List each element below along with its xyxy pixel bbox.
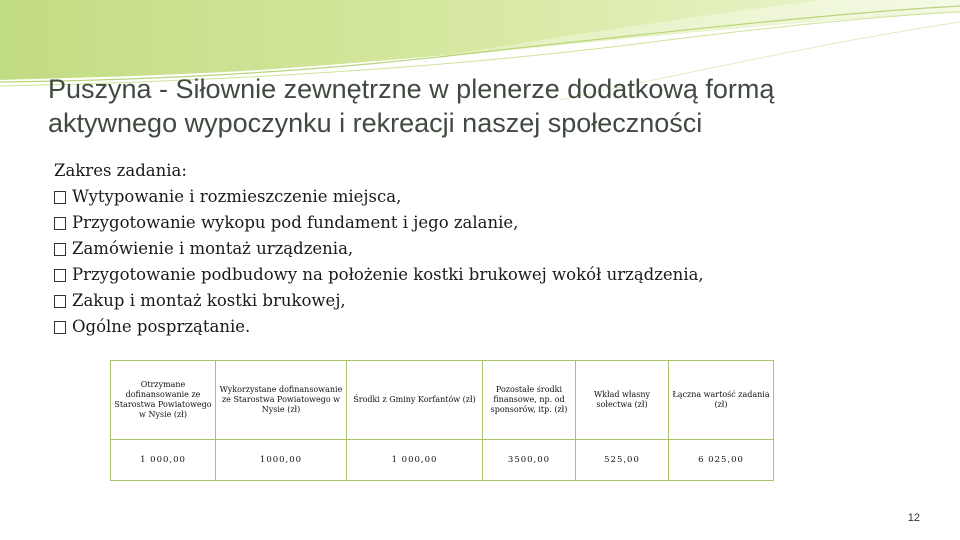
checkbox-bullet-icon (54, 321, 66, 334)
cell-own-contribution: 525,00 (576, 440, 669, 481)
task-scope-section (54, 158, 914, 340)
funding-table (110, 360, 774, 481)
cell-other-funds: 3500,00 (483, 440, 576, 481)
checkbox-bullet-icon (54, 295, 66, 308)
cell-total-value: 6 025,00 (669, 440, 774, 481)
cell-used-grant: 1000,00 (216, 440, 347, 481)
task-list-item (54, 262, 914, 288)
header-used-grant: Wykorzystane dofinansowanie ze Starostwa Powiatowego w Nysie (zł) (216, 361, 347, 440)
checkbox-bullet-icon (54, 243, 66, 256)
page-number: 12 (907, 512, 920, 524)
task-list-item (54, 288, 914, 314)
task-list (54, 184, 914, 340)
task-list-item (54, 210, 914, 236)
task-label: Ogólne posprzątanie. (72, 317, 251, 336)
header-own-contribution: Wkład własny sołectwa (zł) (576, 361, 669, 440)
checkbox-bullet-icon (54, 191, 66, 204)
table-header-row (111, 361, 774, 440)
header-other-funds: Pozostałe środki finansowe, np. od sponsorów, itp. (zł) (483, 361, 576, 440)
cell-received-grant: 1 000,00 (111, 440, 216, 481)
header-municipality-funds: Środki z Gminy Korfantów (zł) (347, 361, 483, 440)
task-list-item (54, 184, 914, 210)
slide-title-line-2: aktywnego wypoczynku i rekreacji naszej społeczności (48, 108, 703, 138)
cell-municipality-funds: 1 000,00 (347, 440, 483, 481)
checkbox-bullet-icon (54, 269, 66, 282)
task-label: Wytypowanie i rozmieszczenie miejsca, (72, 187, 402, 206)
checkbox-bullet-icon (54, 217, 66, 230)
task-label: Zamówienie i montaż urządzenia, (72, 239, 354, 258)
slide-title (48, 72, 928, 140)
header-total-value: Łączna wartość zadania (zł) (669, 361, 774, 440)
task-scope-heading: Zakres zadania: (54, 161, 187, 180)
task-list-item (54, 236, 914, 262)
table-row (111, 440, 774, 481)
header-received-grant: Otrzymane dofinansowanie ze Starostwa Powiatowego w Nysie (zł) (111, 361, 216, 440)
task-label: Przygotowanie podbudowy na położenie kostki brukowej wokół urządzenia, (72, 265, 704, 284)
task-label: Przygotowanie wykopu pod fundament i jego zalanie, (72, 213, 519, 232)
task-list-item (54, 314, 914, 340)
slide-title-line-1: Puszyna - Siłownie zewnętrzne w plenerze dodatkową formą (48, 74, 775, 104)
task-label: Zakup i montaż kostki brukowej, (72, 291, 346, 310)
